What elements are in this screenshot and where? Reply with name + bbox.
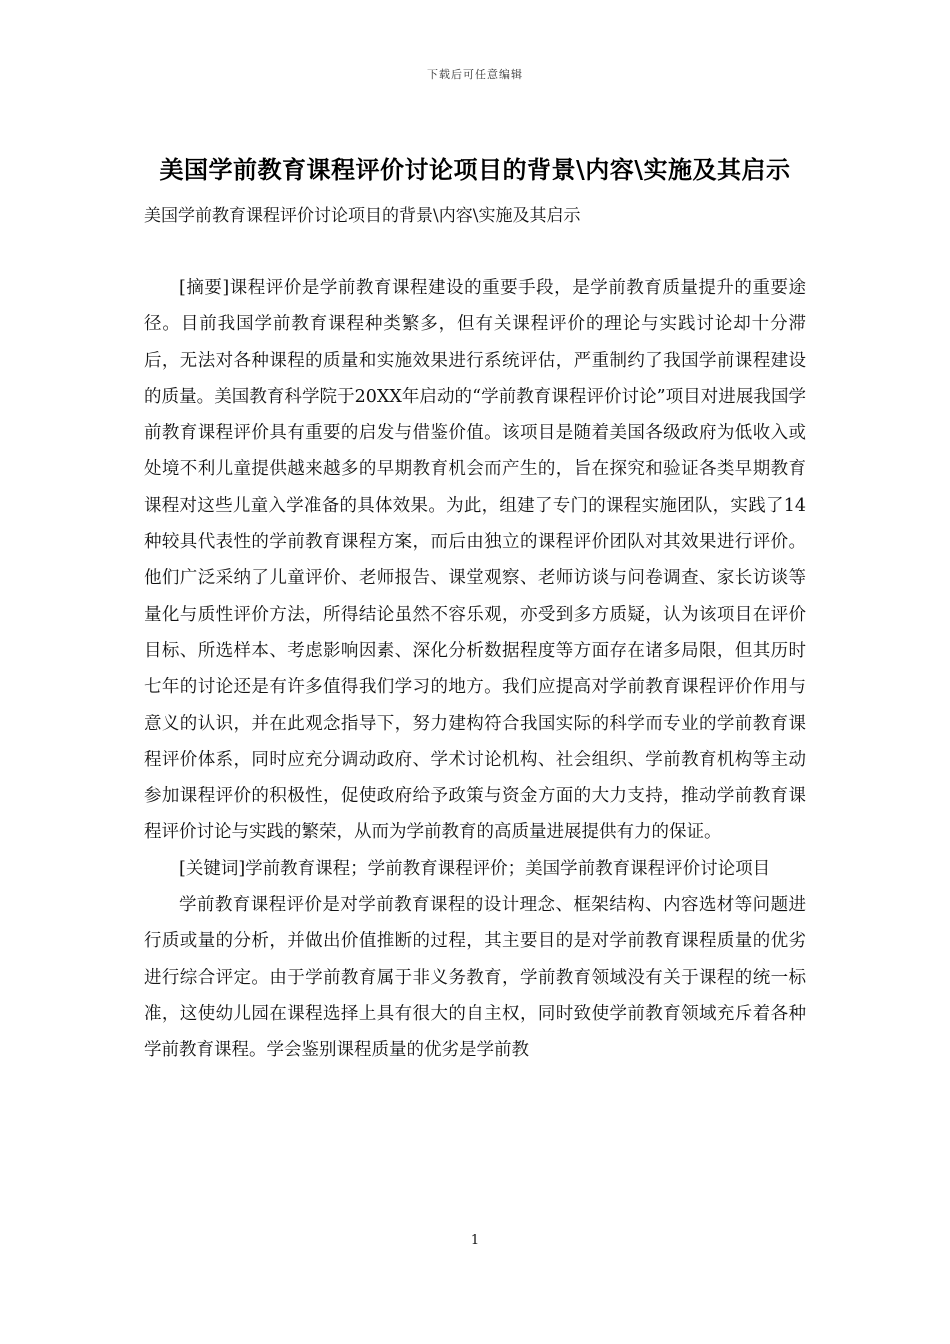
- intro-paragraph: 学前教育课程评价是对学前教育课程的设计理念、框架结构、内容选材等问题进行质或量的分析，并做出价值推断的过程，其主要目的是对学前教育课程质量的优劣进行综合评定。由于学前教育属于非义务教育，学前教育领域没有关于课程的统一标准，这使幼儿园在课程选择上具有很大的自主权，同时致使学前教育领域充斥着各种学前教育课程。学会鉴别课程质量的优劣是学前教: [144, 895, 806, 1061]
- document-title: 美国学前教育课程评价讨论项目的背景\内容\实施及其启示: [159, 155, 791, 184]
- keywords-paragraph: [关键词]学前教育课程；学前教育课程评价；美国学前教育课程评价讨论项目: [179, 858, 771, 879]
- page-number: 1: [470, 1233, 480, 1248]
- document-subtitle: 美国学前教育课程评价讨论项目的背景\内容\实施及其启示: [144, 206, 581, 226]
- document-body: [144, 270, 806, 1069]
- page-header: 下载后可任意编辑: [427, 68, 523, 81]
- abstract-paragraph: [摘要]课程评价是学前教育课程建设的重要手段，是学前教育质量提升的重要途径。目前我国学前教育课程种类繁多，但有关课程评价的理论与实践讨论却十分滞后，无法对各种课程的质量和实施效果进行系统评估，严重制约了我国学前课程建设的质量。美国教育科学院于20XX年启动的“学前教育课程评价讨论”项目对进展我国学前教育课程评价具有重要的启发与借鉴价值。该项目是随着美国各级政府为低收入或处境不利儿童提供越来越多的早期教育机会而产生的，旨在探究和验证各类早期教育课程对这些儿童入学准备的具体效果。为此，组建了专门的课程实施团队，实践了14种较具代表性的学前教育课程方案，而后由独立的课程评价团队对其效果进行评价。他们广泛采纳了儿童评价、老师报告、课堂观察、老师访谈与问卷调查、家长访谈等量化与质性评价方法，所得结论虽然不容乐观，亦受到多方质疑，认为该项目在评价目标、所选样本、考虑影响因素、深化分析数据程度等方面存在诸多局限，但其历时七年的讨论还是有许多值得我们学习的地方。我们应提高对学前教育课程评价作用与意义的认识，并在此观念指导下，努力建构符合我国实际的科学而专业的学前教育课程评价体系，同时应充分调动政府、学术讨论机构、社会组织、学前教育机构等主动参加课程评价的积极性，促使政府给予政策与资金方面的大力支持，推动学前教育课程评价讨论与实践的繁荣，从而为学前教育的高质量进展提供有力的保证。: [144, 278, 806, 843]
